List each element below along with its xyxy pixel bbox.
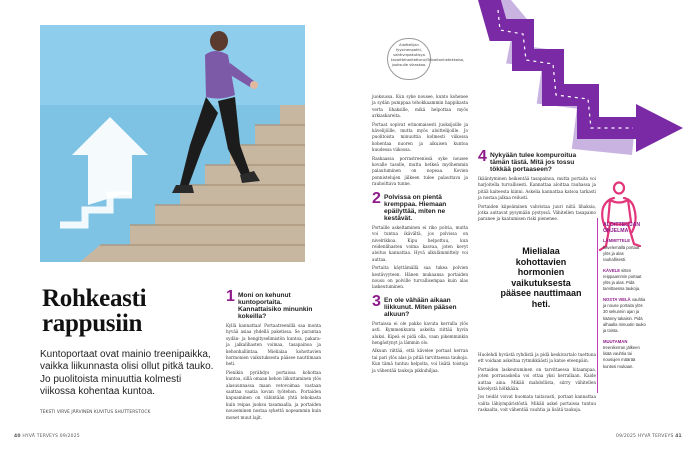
article-column-3-bottom [478,352,596,416]
sidebar-item-3-label: NOSTA VIELÄ [603,296,631,302]
page-headline [42,286,192,336]
right-page-footer [616,434,682,439]
column-3-bottom-paragraph-3: Jos teidät voivat huomata taitavasti, portaat kannattaa valita lähiympäristöstä. Mikäli askel portaissa tuntuu raskaalta, voit vähentää vauhtia ja lisätä taukoja. [478,394,596,413]
section-1-paragraph-1: Kyllä kannattaa! Portaatreenillä saa monta hyvää asiaa yhdellä paketissa. Se parantaa sydän- ja hengityselimistön kuntoa, pakara- ja jalkalihasten voimaa, tasapainoa ja kehonhallintaa. Mielialaa kohottavien hormonien vaikutuksesta pääsee nauttimaan heti. [226,323,321,367]
sidebar-item-3-text: vauhtia ja nouse portaita ylös 30 sekunnin ajan ja käänny takaisin. Pidä alhaalla minuutin tauko ja toista. [603,296,646,334]
credit-line: TEKSTI VIRVE JÄRVINEN KUVITUS SHUTTERSTOCK [40,410,151,415]
section-1-title: Moni on kehunut kuntoportaita. Kannattaisiko minunkin kokeilla? [238,292,313,320]
section-2-paragraph-2: Portaita käyttämällä saa tukea polvien kestävyyteen. Hänen mukaansa portaiden nousu on polville turvallisempaa kuin alas laskeutuminen. [372,265,468,290]
section-4-title: Nykyään tulee kompuroitua tämän tästä. Mitä jos tossu tökkää portaaseen? [490,152,577,173]
section-4-paragraph-1: Ikääntyminen heikentää tasapainoa, mutta portaita voi harjoitella turvallisesti. Kannattaa aloittaa rauhassa ja pitää kaiteesta kiinni. Askelia kannattaa katsoa tarkasti ja nostaa jalkaa reilusti. [478,176,596,201]
headline-line-1: Rohkeasti [42,285,147,312]
sidebar-item-2-label: KÄVELE [603,267,620,273]
article-column-1 [226,286,321,423]
section-3-paragraph-2: Alkuun riittää, että kävelee portaat kerran tai pari ylös alas ja pitää tarvittaessa taukoja. Kun tämä tuntuu helpolta, voi lisätä toistoja ja vähentää taukoja pikkuhiljaa. [372,348,468,373]
section-1-paragraph-2: Pienikin pyrähdys portaissa kohottaa kuntoa, sillä omaan kehon liikuttaminen ylös alasuunnassa maan vetovoimaa vastaan saattaa vaatia kovan työtehon. Portaiden kapuaminen on vähintään yhtä tehokasta kuin reipas juoksu tasamaalla, ja portaiden nouseminen nostaa sykettä nopeammin kuin monet muut lajit. [226,369,321,420]
pull-quote: Mielialaa kohottavien hormonien vaikutuksesta pääsee nauttimaan heti. [500,246,582,309]
sidebar-title: ALOITTELIJAN OHJELMA [603,222,641,235]
headline-line-2: rappusiin [42,310,143,337]
sidebar-item-1-label: LÄMMITTELE [603,238,630,244]
sidebar-item-4-text: treenikerran jälkeen lisää vauhtia tai nousujen määrää kuntosi mukaan. [603,344,640,369]
section-3-number: 3 [372,292,381,310]
right-page [348,0,696,450]
sidebar-item-4-label: MUUTAMAN [603,338,628,344]
column-2-paragraph-3: Raskaassa porrastreenissä syke nousee kovalle tasolle, mutta hetkeä myöhemmin palautuminen on nopeaa. Kovien ponnistelujen jälkeen tulee palauttava ja rauhoittava tunne. [372,155,468,187]
left-footer-text: HYVÄ TERVEYS 09/2025 [22,434,80,439]
section-3-title: En ole vähään aikaan liikkunut. Miten pääsen alkuun? [384,296,457,318]
intro-text: Kuntoportaat ovat mainio treenipaikka, vaikka liikunnasta olisi ollut pitkä tauko. Jo puolitoista minuuttia kolmesti viikossa kohentaa kuntoa. [40,349,214,398]
sidebar-item-1-text: kävelemällä portaat ylös ja alas rauhallisesti. [603,244,640,263]
section-1-heading [226,288,321,320]
section-2-title: Polvissa on pientä kremppaa. Hiemaan epäilyttää, miten ne kestävät. [384,193,447,222]
sidebar-item-2-text: sitten reippaammin portaat ylös ja alas. Pidä tarvittaessa taukoja. [603,267,642,292]
sidebar-item-2 [603,268,647,293]
section-4-heading [478,148,596,173]
column-2-paragraph-1: juoksussa. Kun syke nousee, kunto kohenee ja sydän pumppaa tehokkaammin happikasta verta lihaksille, mikä helpottaa myös arkiaskareita. [372,94,468,119]
section-2-paragraph-1: Portaille askeltaminen ei riko polvia, mutta voi tuntua ikävältä, jos polvissa on nivelrikkoa. Kipu helpottuu, kun reidenlihasten voima kasvaa, joten kevyt aloitus kannattaa. Hyvä alkulämmittely voi auttaa. [372,224,468,262]
right-page-number: 41 [675,434,682,439]
section-4-number: 4 [478,148,487,165]
stairs-photo-illustration [40,25,305,262]
left-page-footer [14,434,80,439]
section-2-number: 2 [372,189,381,207]
section-3-heading [372,292,468,318]
article-column-3 [478,146,596,225]
section-4-paragraph-2: Portaiden kiipeäminen vahvistaa juuri niitä lihaksia, jotka auttavat pysymään pystyssä. Vähitellen tasapaino paranee ja kaatumisen riski pienenee. [478,203,596,222]
section-2-heading [372,189,468,222]
sidebar-item-1 [603,238,647,263]
section-3-paragraph-1: Portaissa ei ole pakko kavuta kerralla ylös asti. Kymmenkunta askelta riittää hyvin aluksi. Kipeä ei pidä olla, vaan pikemminkin hengästynyt ja lämmin olo. [372,320,468,345]
sidebar-item-3 [603,297,647,335]
right-footer-text: 09/2025 HYVÄ TERVEYS [616,434,674,439]
column-3-bottom-paragraph-1: Huolehdi hyvästä ryhdistä ja pidä keskivartalo tuettuna ett voidaan askeltaa rytmikkäästi ja katse eteenpäin. [478,352,596,364]
stairs-photo [40,25,305,262]
info-bubble: Aloittelijan fyysinenpahti, vahtivirpakutisya tavoittehantettunoiTalvaltanhetekkaiso, juoksulle vikaskoo. [387,38,431,80]
article-column-2 [372,94,468,376]
column-3-bottom-paragraph-2: Portaiden laskeutuminen on tarvittaessa hitaampaa, joten porrasaskelia voi ottaa yksi kerrallaan. Kaide auttaa aina. Mikäli mahdollista, siirry vähitellen kävelystä hölkkään. [478,366,596,392]
section-1-number: 1 [226,288,235,305]
column-2-paragraph-2: Portaat sopivat erinomaisesti juoksijoille ja kävelijöille, mutta myös aloittelijoille. Jo puolitoista minuuttia kolmesti viikossa kohentaa nuoren ja aikuisen kuntoa kuudessa viikossa. [372,121,468,153]
sidebar-item-4 [603,339,647,370]
left-page-number: 40 [14,434,21,439]
beginner-program-sidebar [597,218,647,393]
